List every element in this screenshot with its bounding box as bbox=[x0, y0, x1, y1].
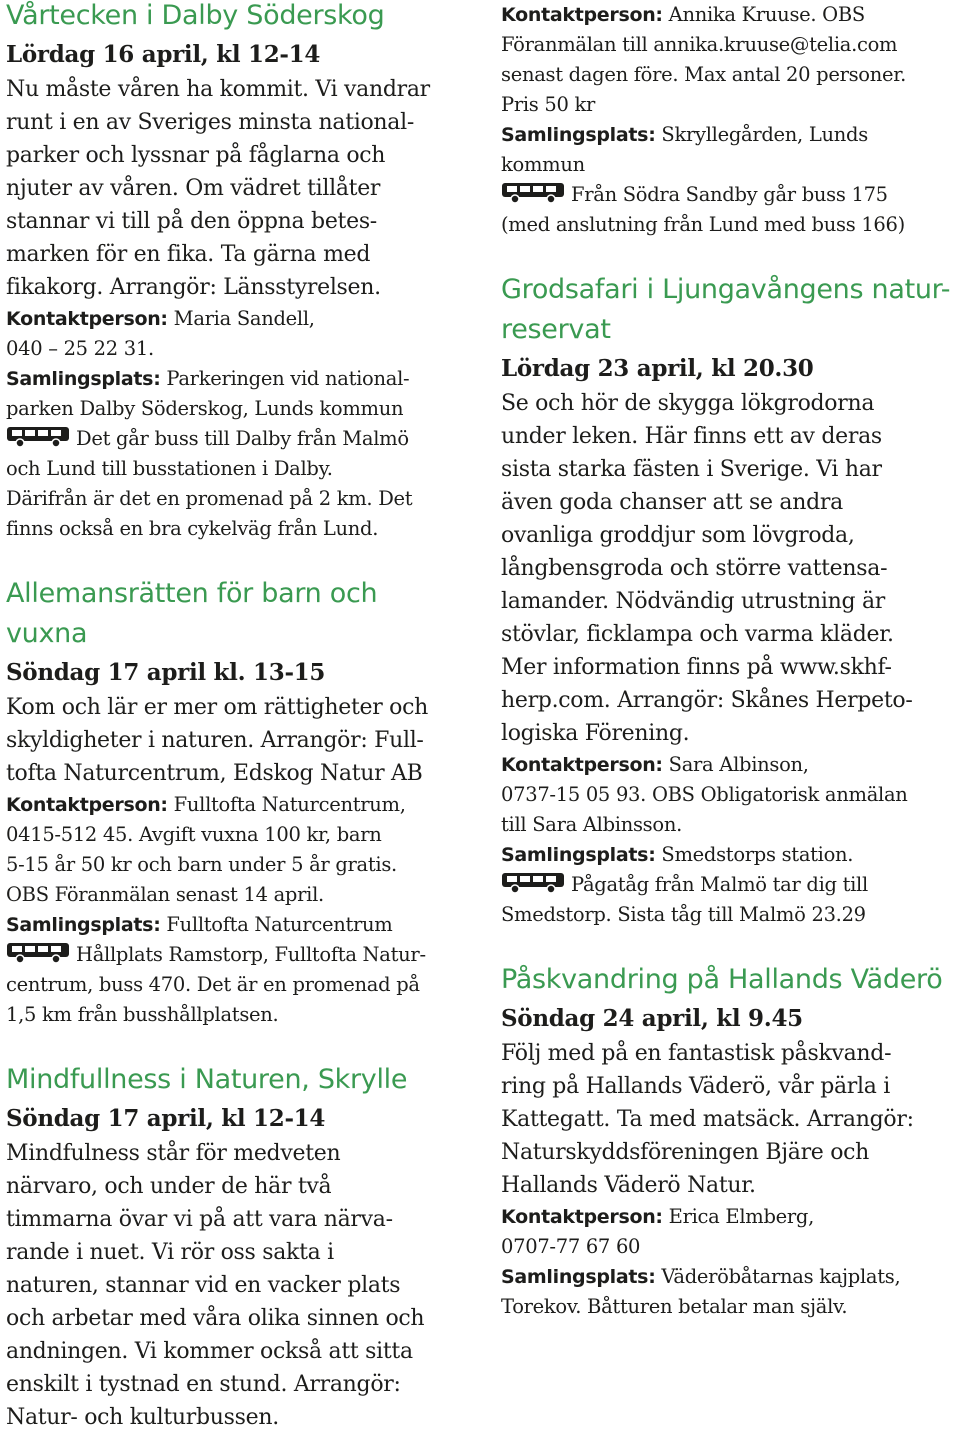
event-title: Mindfullness i Naturen, Skrylle bbox=[6, 1064, 408, 1095]
event-title: Vårtecken i Dalby Söderskog bbox=[6, 0, 385, 31]
meeting-place-label: Samlingsplats: bbox=[6, 914, 161, 936]
event-transport: Det går buss till Dalby från Malmö och Lund till busstationen i Dalby. Därifrån är det en promenad på 2 km. Det finns också en bra cykelväg från Lund. bbox=[6, 427, 413, 540]
contact-label: Kontaktperson: bbox=[501, 4, 663, 26]
event-transport: Hållplats Ramstorp, Fulltofta Natur- centrum, buss 470. Det är en promenad på 1,5 km från busshållplatsen. bbox=[6, 943, 426, 1026]
event-transport: Från Södra Sandby går buss 175 (med anslutning från Lund med buss 166) bbox=[501, 183, 905, 236]
right-column bbox=[501, 0, 956, 1322]
event-date: Söndag 17 april, kl 12-14 bbox=[6, 1105, 326, 1132]
event-date: Lördag 16 april, kl 12-14 bbox=[6, 41, 321, 68]
event-mindfullness-skrylle bbox=[6, 1060, 472, 1434]
bus-icon bbox=[501, 182, 565, 204]
contact-label: Kontaktperson: bbox=[501, 754, 663, 776]
event-paskvandring-hallands-vadero bbox=[501, 960, 956, 1322]
meeting-place-label: Samlingsplats: bbox=[501, 844, 656, 866]
event-grodsafari bbox=[501, 270, 956, 930]
event-title: Påskvandring på Hallands Väderö bbox=[501, 964, 943, 995]
meeting-place-label: Samlingsplats: bbox=[501, 124, 656, 146]
event-contact: Kontaktperson: Sara Albinson, 0737-15 05 93. OBS Obligatorisk anmälan till Sara Albinsson. bbox=[501, 753, 908, 836]
event-transport: Pågatåg från Malmö tar dig till Smedstorp. Sista tåg till Malmö 23.29 bbox=[501, 873, 868, 926]
event-description: Nu måste våren ha kommit. Vi vandrar runt i en av Sveriges minsta national- parker och lyssnar på fåglarna och njuter av våren. Om vädret tillåter stannar vi till på den öppna betes- marken för en fika. Ta gärna med fikakorg. Arrangör: Länsstyrelsen. bbox=[6, 77, 430, 300]
event-contact: Kontaktperson: Maria Sandell, 040 – 25 22 31. bbox=[6, 307, 315, 360]
event-description: Mindfulness står för medveten närvaro, och under de här två timmarna övar vi på att vara närva- rande i nuet. Vi rör oss sakta i naturen, stannar vid en vacker plats och arbetar med våra olika sinnen och andningen. Vi kommer också att sitta enskilt i tystnad en stund. Arrangör: Natur- och kulturbussen. bbox=[6, 1141, 425, 1430]
event-date: Lördag 23 april, kl 20.30 bbox=[501, 355, 814, 382]
left-column bbox=[6, 0, 472, 1434]
event-meeting-place: Samlingsplats: Parkeringen vid national- parken Dalby Söderskog, Lunds kommun bbox=[6, 367, 410, 420]
event-meeting-place: Samlingsplats: Fulltofta Naturcentrum bbox=[6, 913, 393, 936]
event-contact: Kontaktperson: Annika Kruuse. OBS Föranmälan till annika.kruuse@telia.com senast dagen före. Max antal 20 personer. Pris 50 kr bbox=[501, 3, 907, 116]
event-mindfullness-skrylle-continued bbox=[501, 0, 956, 240]
bus-icon bbox=[6, 942, 70, 964]
event-meeting-place: Samlingsplats: Skryllegården, Lunds kommun bbox=[501, 123, 868, 176]
event-description: Se och hör de skygga lökgrodorna under leken. Här finns ett av deras sista starka fästen i Sverige. Vi har även goda chanser att se andra ovanliga groddjur som lövgroda, långbensgroda och större vattensa- lamander. Nödvändig utrustning är stövlar, ficklampa och varma kläder. Mer information finns på www.skhf- herp.com. Arrangör: Skånes Herpeto- logiska Förening. bbox=[501, 391, 913, 746]
event-title: Grodsafari i Ljungavångens natur- reservat bbox=[501, 274, 951, 345]
event-meeting-place: Samlingsplats: Smedstorps station. bbox=[501, 843, 854, 866]
event-title: Allemansrätten för barn och vuxna bbox=[6, 578, 378, 649]
meeting-place-label: Samlingsplats: bbox=[6, 368, 161, 390]
bus-icon bbox=[501, 872, 565, 894]
event-dalby-soderskog bbox=[6, 0, 472, 544]
event-date: Söndag 17 april kl. 13-15 bbox=[6, 659, 326, 686]
bus-icon bbox=[6, 426, 70, 448]
contact-label: Kontaktperson: bbox=[6, 794, 168, 816]
contact-label: Kontaktperson: bbox=[501, 1206, 663, 1228]
event-meeting-place: Samlingsplats: Väderöbåtarnas kajplats, Torekov. Båtturen betalar man själv. bbox=[501, 1265, 901, 1318]
event-contact: Kontaktperson: Fulltofta Naturcentrum, 0415-512 45. Avgift vuxna 100 kr, barn 5-15 år 50 kr och barn under 5 år gratis. OBS Föranmälan senast 14 april. bbox=[6, 793, 406, 906]
event-description: Följ med på en fantastisk påskvand- ring på Hallands Väderö, vår pärla i Kattegatt. Ta med matsäck. Arrangör: Naturskyddsföreningen Bjäre och Hallands Väderö Natur. bbox=[501, 1041, 914, 1198]
contact-label: Kontaktperson: bbox=[6, 308, 168, 330]
event-date: Söndag 24 april, kl 9.45 bbox=[501, 1005, 803, 1032]
meeting-place-label: Samlingsplats: bbox=[501, 1266, 656, 1288]
event-allemansratten bbox=[6, 574, 472, 1030]
event-description: Kom och lär er mer om rättigheter och skyldigheter i naturen. Arrangör: Full- tofta Naturcentrum, Edskog Natur AB bbox=[6, 695, 428, 786]
event-contact: Kontaktperson: Erica Elmberg, 0707-77 67 60 bbox=[501, 1205, 814, 1258]
